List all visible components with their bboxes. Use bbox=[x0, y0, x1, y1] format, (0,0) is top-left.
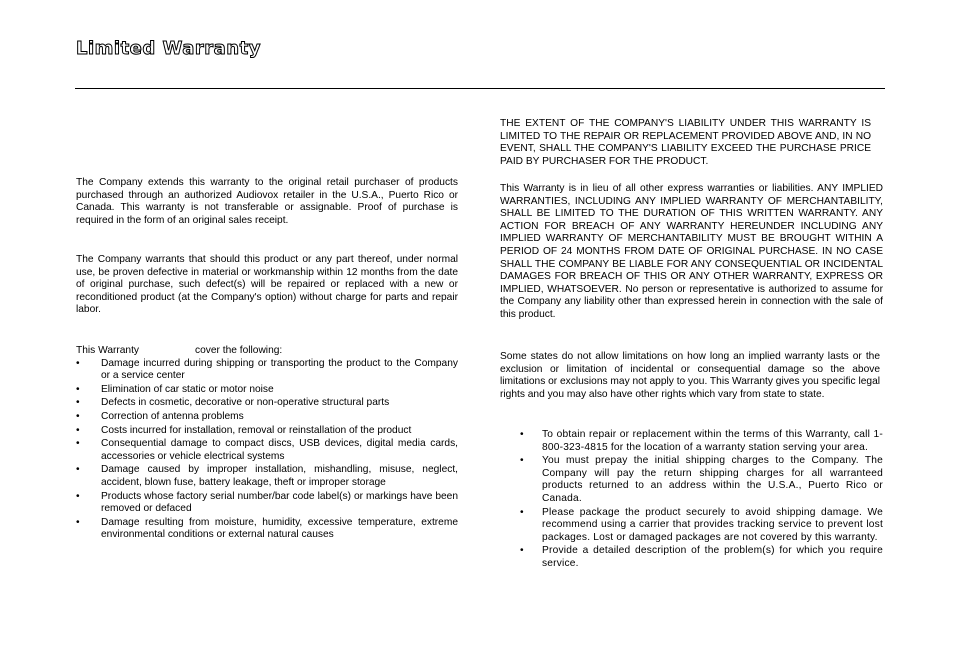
list-item: • Consequential damage to compact discs, USB devices, digital media cards, accessories or vehicle electrical systems bbox=[76, 438, 458, 462]
list-item: • Damage incurred during shipping or transporting the product to the Company or a service center bbox=[76, 357, 458, 382]
exclusions-intro: This Warranty cover the following: bbox=[76, 345, 283, 356]
bullet-icon: • bbox=[520, 506, 524, 518]
bullet-icon: • bbox=[76, 383, 80, 395]
list-item: • Provide a detailed description of the problem(s) for which you require service. bbox=[520, 545, 883, 569]
bullet-icon: • bbox=[76, 464, 80, 476]
list-item: • You must prepay the initial shipping charges to the Company. The Company will pay the return shipping charges for all warranteed products returned to an address within the U.S.A., Puerto Rico or Canada. bbox=[520, 455, 883, 504]
bullet-icon: • bbox=[76, 424, 80, 436]
exclusions-section bbox=[76, 345, 458, 542]
eligibility-paragraph: The Company extends this warranty to the original retail purchaser of products purchased through an authorized Audiovox retailer in the U.S.A., Puerto Rico or Canada. This warranty is not transferable or assignable. Proof of purchase is required in the form of an original sales receipt. bbox=[76, 177, 458, 226]
state-rights-paragraph: Some states do not allow limitations on how long an implied warranty lasts or the exclusion or limitation of incidental or consequential damage so the above limitations or exclusions may not apply to you. This Warranty gives you specific legal rights and you may also have other rights which vary from state to state. bbox=[500, 351, 880, 400]
list-item: • To obtain repair or replacement within the terms of this Warranty, call 1-800-323-4815 for the location of a warranty station serving your area. bbox=[520, 429, 883, 453]
bullet-icon: • bbox=[76, 410, 80, 422]
coverage-paragraph: The Company warrants that should this product or any part thereof, under normal use, be proven defective in material or workmanship within 12 months from the date of original purchase, such defect(s) will be repaired or replaced with a new or reconditioned product (at the Company's option) without charge for parts and repair labor. bbox=[76, 254, 458, 316]
list-item: • Correction of antenna problems bbox=[76, 410, 244, 422]
implied-warranty-paragraph: This Warranty is in lieu of all other express warranties or liabilities. ANY IMPLIED WARRANTIES, INCLUDING ANY IMPLIED WARRANTY OF MERCHANTABILITY, SHALL BE LIMITED TO THE DURATION OF THIS WRITTEN WARRANTY. ANY ACTION FOR BREACH OF ANY WARRANTY HEREUNDER INCLUDING ANY IMPLIED WARRANTY OF MERCHANTABILITY MUST BE BROUGHT WITHIN A PERIOD OF 24 MONTHS FROM DATE OF ORIGINAL PURCHASE. IN NO CASE SHALL THE COMPANY BE LIABLE FOR ANY CONSEQUENTIAL OR INCIDENTAL DAMAGES FOR BREACH OF THIS OR ANY OTHER WARRANTY, EXPRESS OR IMPLIED, WHATSOEVER. No person or representative is authorized to assume for the Company any liability other than expressed herein in connection with the sale of this product. bbox=[500, 183, 883, 320]
list-item: • Damage caused by improper installation, mishandling, misuse, neglect, accident, blown fuse, battery leakage, theft or improper storage bbox=[76, 464, 458, 488]
service-steps-list bbox=[500, 429, 883, 571]
list-item: • Elimination of car static or motor noise bbox=[76, 383, 274, 395]
bullet-icon: • bbox=[76, 357, 80, 369]
liability-paragraph: THE EXTENT OF THE COMPANY'S LIABILITY UNDER THIS WARRANTY IS LIMITED TO THE REPAIR OR REPLACEMENT PROVIDED ABOVE AND, IN NO EVENT, SHALL THE COMPANY'S LIABILITY EXCEED THE PURCHASE PRICE PAID BY PURCHASER FOR THE PRODUCT. bbox=[500, 118, 871, 167]
bullet-icon: • bbox=[520, 429, 524, 440]
bullet-icon: • bbox=[76, 490, 80, 502]
header-divider bbox=[75, 88, 885, 89]
exclusions-list bbox=[76, 358, 458, 542]
bullet-icon: • bbox=[520, 455, 524, 467]
bullet-icon: • bbox=[76, 516, 80, 528]
list-item: • Defects in cosmetic, decorative or non-operative structural parts bbox=[76, 397, 390, 409]
list-item: • Damage resulting from moisture, humidity, excessive temperature, extreme environmental conditions or external natural causes bbox=[76, 516, 458, 541]
service-steps-section bbox=[500, 429, 883, 571]
list-item: • Please package the product securely to avoid shipping damage. We recommend using a carrier that provides tracking service to prevent lost packages. Lost or damaged packages are not covered by this warranty. bbox=[520, 506, 883, 543]
list-item: • Costs incurred for installation, removal or reinstallation of the product bbox=[76, 424, 412, 436]
bullet-icon: • bbox=[520, 545, 524, 557]
list-item: • Products whose factory serial number/bar code label(s) or markings have been removed or defaced bbox=[76, 490, 458, 515]
bullet-icon: • bbox=[76, 397, 80, 409]
page-title: Limited Warranty bbox=[76, 38, 261, 59]
bullet-icon: • bbox=[76, 438, 80, 450]
